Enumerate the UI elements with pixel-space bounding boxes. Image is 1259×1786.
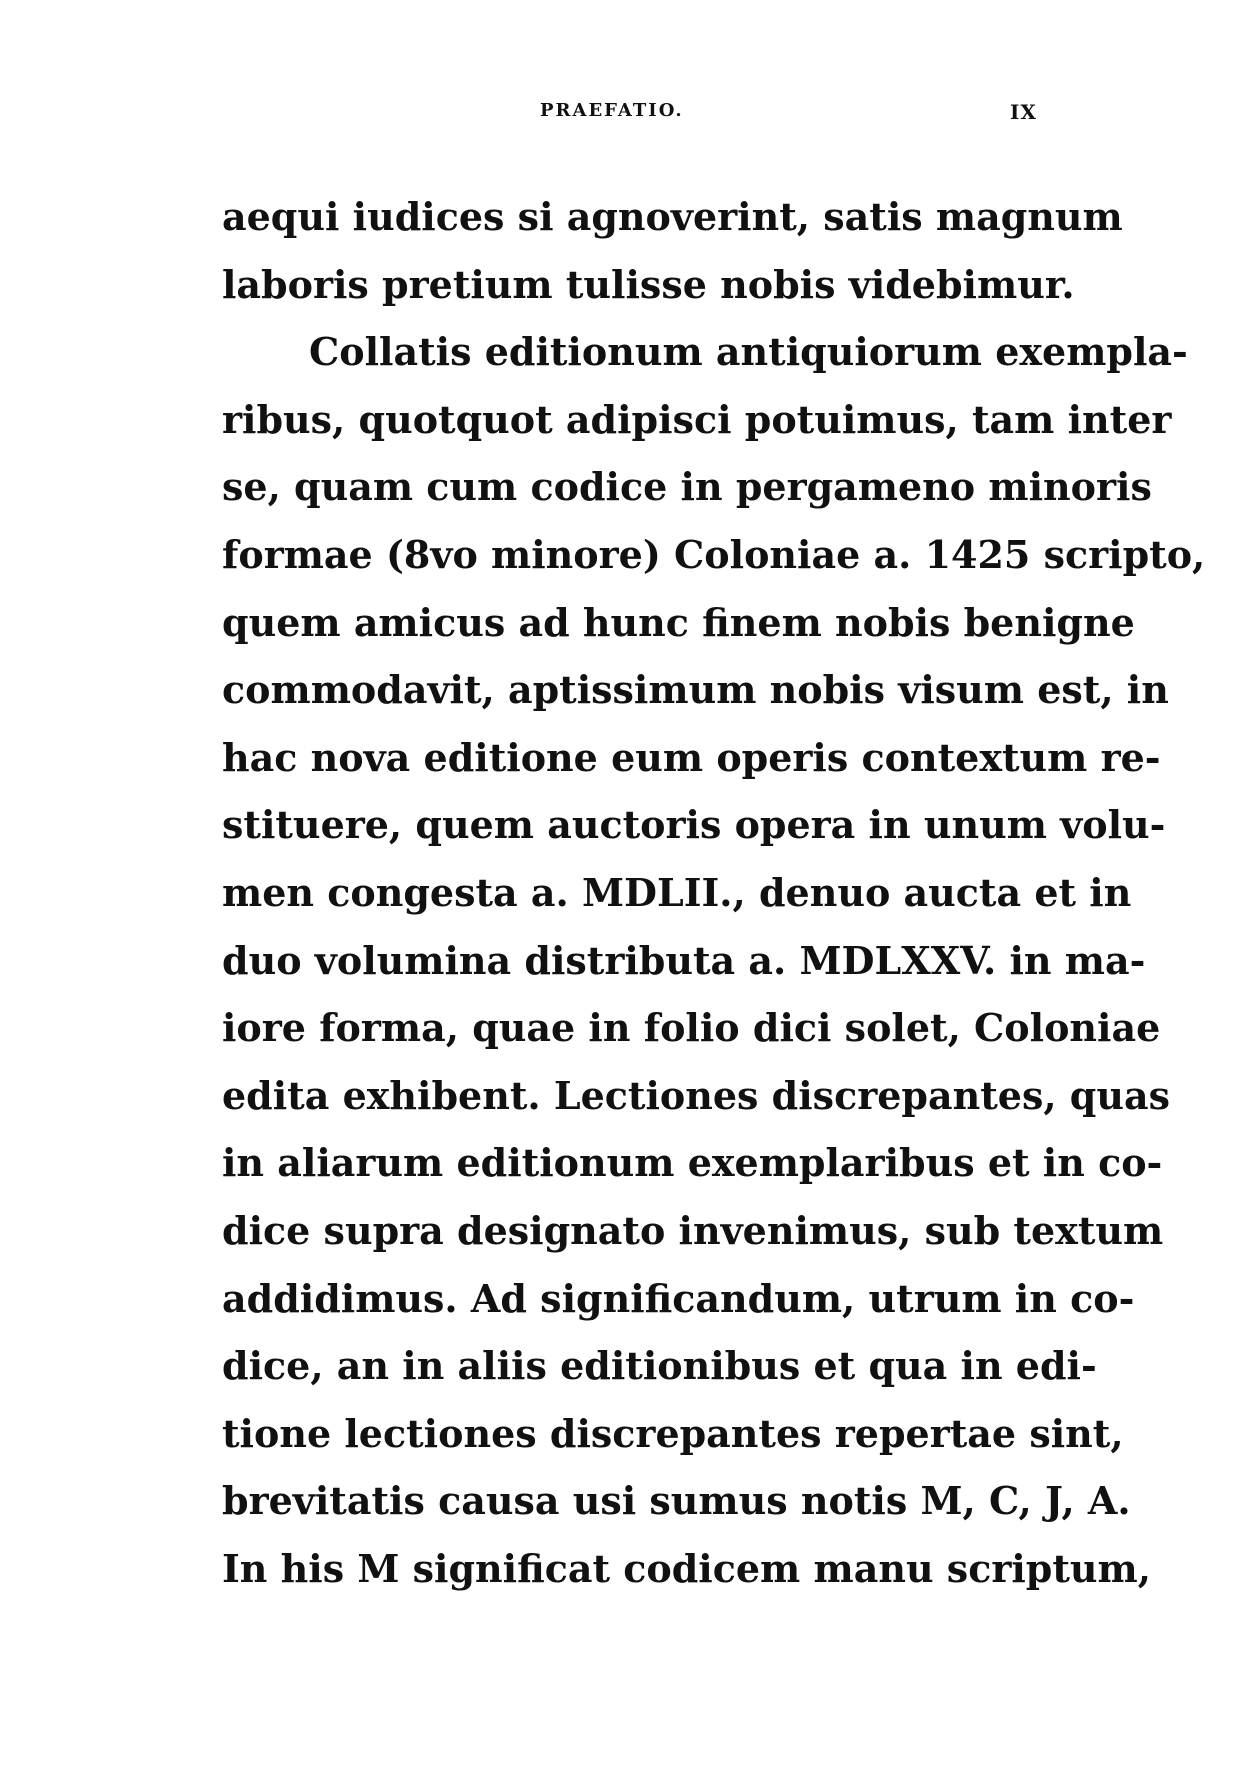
text-line: quem amicus ad hunc finem nobis benigne [222, 599, 1135, 645]
body-text [222, 183, 1206, 1602]
text-line: men congesta a. MDLII., denuo aucta et in [222, 869, 1132, 915]
text-line: aequi iudices si agnoverint, satis magnum [222, 194, 1123, 239]
text-line: In his M significat codicem manu scriptum, [222, 1545, 1151, 1591]
text-line: commodavit, aptissimum nobis visum est, in [222, 667, 1169, 713]
text-line: brevitatis causa usi sumus notis M, C, J, A. [222, 1478, 1131, 1524]
text-line: iore forma, quae in folio dici solet, Coloniae [222, 1005, 1161, 1051]
running-title: PRAEFATIO. [540, 100, 684, 121]
text-line: in aliarum editionum exemplaribus et in co- [222, 1140, 1163, 1186]
text-line: formae (8vo minore) Coloniae a. 1425 scripto, [222, 531, 1206, 577]
text-line: ribus, quotquot adipisci potuimus, tam inter [222, 396, 1172, 442]
text-line: dice supra designato invenimus, sub textum [222, 1207, 1164, 1253]
text-line: edita exhibent. Lectiones discrepantes, quas [222, 1072, 1171, 1118]
page-number: IX [1010, 100, 1037, 124]
text-line: se, quam cum codice in pergameno minoris [222, 464, 1152, 510]
text-line: dice, an in aliis editionibus et qua in edi- [222, 1343, 1097, 1389]
text-line: stituere, quem auctoris opera in unum volu- [222, 802, 1166, 848]
text-line: Collatis editionum antiquiorum exempla- [309, 329, 1188, 375]
text-line: addidimus. Ad significandum, utrum in co- [222, 1275, 1135, 1321]
text-line: tione lectiones discrepantes repertae sint, [222, 1410, 1124, 1456]
text-line: laboris pretium tulisse nobis videbimur. [222, 261, 1075, 307]
text-line: duo volumina distributa a. MDLXXV. in ma- [222, 937, 1146, 983]
text-line: hac nova editione eum operis contextum re- [222, 734, 1161, 780]
